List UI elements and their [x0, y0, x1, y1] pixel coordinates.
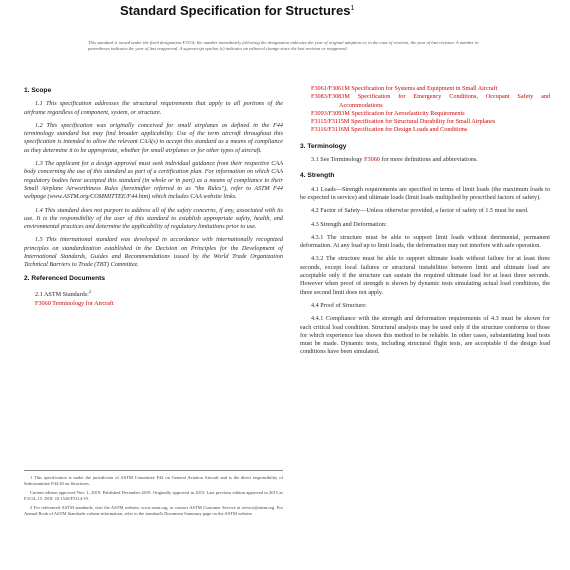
reference-item[interactable] [311, 110, 550, 118]
reference-title-link[interactable]: Specification for Emergency Conditions, Occupant Safety and Accommodations [339, 93, 551, 109]
reference-title-link[interactable]: Specification for Aeroelasticity Requirements [351, 109, 465, 117]
right-column [300, 85, 550, 362]
reference-item[interactable] [311, 85, 550, 93]
reference-title-link[interactable]: Terminology for Aircraft [52, 300, 114, 308]
reference-title-link[interactable]: Specification for Systems and Equipment in Small Aircraft [351, 85, 498, 92]
terminology-text-before: 3.1 See Terminology [311, 156, 365, 164]
section-heading-scope: 1. Scope [24, 87, 52, 94]
scope-paragraph-3: 1.3 The applicant for a design approval must seek individual guidance from their respective CAA body concerning the use of this standard as part of a certification plan. For information on which CAA regulatory bodies have accepted this standard (in whole or in part) as a means of compliance to their Small Airplane Airworthiness Rules (hereinafter referred to as "the Rules"), refer to ASTM F44 webpage (www.ASTM.org/COMMITTEE/F44.htm) which includes CAA website links. [24, 160, 283, 201]
strength-paragraph-4-3-2: 4.3.2 The structure must be able to support ultimate loads without failure for at least three seconds, except local failures or structural instabilities between limit and ultimate load are acceptable only if the structure can sustain the required ultimate load for at least three seconds. However when proof of strength is shown by dynamic tests simulating actual load conditions, the three second limit does not apply. [300, 255, 550, 296]
terminology-reference-link[interactable]: F3060 [364, 156, 380, 164]
footnote-1: 1 This specification is under the jurisdiction of ASTM Committee F44 on General Aviation Aircraft and is the direct responsibility of Subcommittee F44.30 on Structures. [24, 475, 283, 486]
scope-paragraph-5: 1.5 This international standard was developed in accordance with internationally recognized principles on standardization established in the Decision on Principles for the Development of International Standards, Guides and Recommendations issued by the World Trade Organization Technical Barriers to Trade (TBT) Committee. [24, 236, 283, 269]
scope-paragraph-4: 1.4 This standard does not purport to address all of the safety concerns, if any, associated with its use. It is the responsibility of the user of this standard to establish appropriate safety, health, and environmental practices and determine the applicability of regulatory limitations prior to use. [24, 206, 283, 231]
reference-code-link[interactable]: F3060 [35, 300, 51, 308]
designation-note: This standard is issued under the fixed designation F3114; the number immediately following the designation indicates the year of original adoption or, in the case of revision, the year of last revision. A number in parentheses indicates the year of last reapproval. A superscript epsilon (ε) indicates an editorial change since the last revision or reapproval. [88, 40, 479, 51]
reference-item[interactable] [311, 93, 550, 110]
section-heading-strength: 4. Strength [300, 172, 335, 180]
scope-paragraph-2: 1.2 This specification was originally conceived for small airplanes as defined in the F44 terminology standard but may find broader applicability. Use of the term aircraft throughout this specification is intended to allow the relevant CAA(s) to accept this standard as a means of compliance as they determine it to be appropriate, whether for small airplanes or for other types of aircraft. [24, 121, 283, 154]
strength-paragraph-4-3: 4.3 Strength and Deformation: [311, 220, 387, 228]
document-title-text: Standard Specification for Structures [120, 3, 351, 18]
reference-code-link[interactable]: F3061/F3061M [311, 85, 350, 92]
reference-item[interactable] [311, 126, 550, 134]
strength-paragraph-4-3-1: 4.3.1 The structure must be able to support limit loads without detrimental, permanent deformation. At any load up to limit loads, the deformation may not interfere with safe operation. [300, 233, 550, 250]
reference-code-link[interactable]: F3115/F3115M [311, 118, 350, 126]
footnotes [24, 470, 283, 520]
left-column [24, 85, 283, 309]
strength-paragraph-4-2: 4.2 Factor of Safety—Unless otherwise provided, a factor of safety of 1.5 must be used. [311, 207, 529, 215]
reference-item[interactable] [311, 118, 550, 126]
footnote-edition: Current edition approved Nov. 1, 2019. Published December 2019. Originally approved in 2015. Last previous edition approved in 2015 as F3114–15. DOI: 10.1520/F3114-19. [24, 490, 283, 501]
strength-paragraph-4-4-1: 4.4.1 Compliance with the strength and deformation requirements of 4.3 must be shown for each critical load condition. Structural analysis may be used only if the structure conforms to those for which experience has shown this method to be reliable. In other cases, substantiating load tests must be made. Dynamic tests, including structural flight tests, are acceptable if the design load conditions have been simulated. [300, 315, 550, 356]
title-footnote-mark: 1 [350, 5, 355, 12]
strength-paragraph-4-1: 4.1 Loads—Strength requirements are specified in terms of limit loads (the maximum loads to be expected in service) and ultimate loads (limit loads multiplied by prescribed factors of safety). [300, 185, 550, 201]
reference-code-link[interactable]: F3116/F3116M [311, 126, 350, 134]
subheading-footnote-mark: 2 [88, 288, 92, 294]
reference-code-link[interactable]: F3083/F3083M [311, 93, 350, 101]
footnote-2: 2 For referenced ASTM standards, visit the ASTM website, www.astm.org, or contact ASTM Customer Service at service@astm.org. For Annual Book of ASTM Standards volume information, refer to the standard's Document Summary page on the ASTM website. [24, 505, 283, 516]
terminology-paragraph [300, 156, 550, 164]
astm-standards-label: 2.1 ASTM Standards: [35, 291, 89, 298]
reference-title-link[interactable]: Specification for Structural Durability for Small Airplanes [350, 118, 496, 126]
terminology-text-after: for more definitions and abbreviations. [379, 156, 478, 164]
referenced-subheading [24, 288, 283, 299]
document-title [120, 2, 480, 17]
reference-title-link[interactable]: Specification for Design Loads and Conditions [350, 126, 468, 134]
section-heading-referenced-documents: 2. Referenced Documents [24, 274, 105, 282]
section-heading-terminology: 3. Terminology [300, 142, 347, 150]
strength-paragraph-4-4: 4.4 Proof of Structure: [311, 301, 367, 309]
reference-code-link[interactable]: F3093/F3093M [311, 109, 350, 117]
scope-paragraph-1: 1.1 This specification addresses the structural requirements that apply to all portions of the airframe regardless of component, system, or structure. [24, 100, 283, 116]
reference-item[interactable] [35, 300, 283, 308]
